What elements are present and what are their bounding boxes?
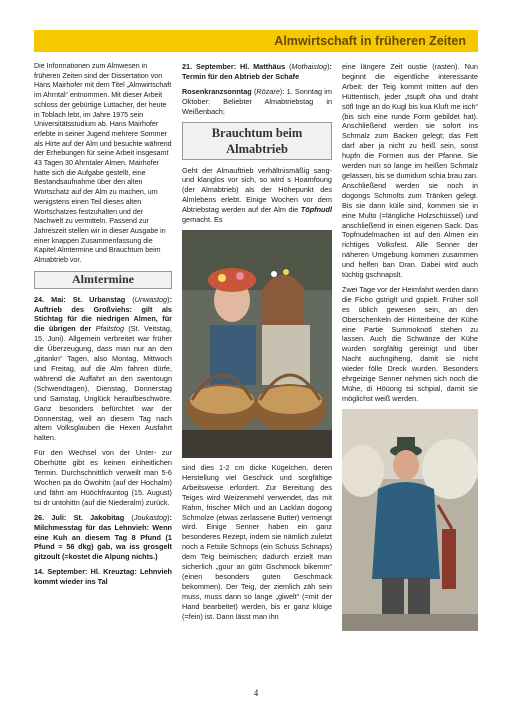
column-2 [182,62,332,626]
heading-text: Almtermine [72,271,134,286]
paragraph-oberhuette: Für den Wechsel von der Unter- zur Oberhütte gibt es keinen einheitlichen Termin. Durchschnittlich verweilt man 5-6 Wochen pa do Öwohitn (auf der Hochalm) und fährt am Hüöchfrauntog (15. August) tsi dr untohittn (auf die Niederalm) zurück. [34,448,172,507]
column-1 [34,62,172,592]
heading-almtermine [34,271,172,289]
dialect-term: Rözare [256,86,280,96]
paragraph-14-september [34,567,172,587]
date-description: : Termin für den Abtrieb der Schafe [182,62,332,81]
section-title: Almwirtschaft in früheren Zeiten [274,34,466,48]
paragraph-24-mai: 24. Mai: St. Urbanstag (Unwastog): Auftrieb des Großviehs: gilt als Stichtag für die niedrigen Almen, für die übrigen der Pfaitstog (St. Veitstag, 15. Juni). Allgemein verbreitet war früher die Überzeugung, dass man nur an den „gitankn“ Tagen, also Montag, Mittwoch und Freitag, auf die Alm fahren dürfe, während die Auffahrt an den swentougn (Schwendtagen), Dienstag, Donnerstag und Samstag, Unglück heraufbeschwöre. Ganz besonders befürchtet war der Donnerstag, weil an diesem Tag nach altem Volksglauben die Hexen Ausfahrt halten. [34,294,173,443]
dialect-term: Pfaitstog [95,324,125,334]
date-label: 24. Mai: St. Urbanstag [34,294,126,304]
page-number: 4 [253,688,259,698]
section-banner [34,30,478,52]
date-description: : Auftrieb des Großviehs: gilt als Stichtag für die niedrigen Almen, für die übrigen der [34,294,172,334]
dialect-term: Mothaistog [291,62,328,71]
children-photo-illustration [182,230,332,458]
paragraph-rosenkranz: Rosenkranzsonntag (Rözare): 1. Sonntag im Oktober: Beliebter Almabtriebstag in Weißenbach; [182,86,332,116]
date-label: 26. Juli: St. Jakobitag [34,512,125,522]
dialect-term: Unwastog [134,294,168,304]
paragraph-zubereitung: sind dies 1-2 cm dicke Kügelchen, deren Herstellung viel Geschick und sorgfältige Arbeitsweise erfordert. Zur Bereitung des Teiges wird Weizenmehl verwendet, das mit Rahm, frischer Milch und an Lacklan dogong Schmolze (etwas zerlassene Butter) vermengt wird. Einige Senner haben ein ganz besonderes Rezept, indem sie nämlich zuletzt noch a Fetsile Schnops (ein Schuss Schnaps) dem Teig beimischen; dadurch erzielt man sicherlich „gour an gütn Gschmock bikemm“ (einen besonders guten Geschmack bekommen). Der Teig, der ziemlich zäh sein muss, muss dann so lange „giwelt“ (=mit der Hand bearbeitet) werden, bis er ganz klüige (=fein) ist. Dann lässt man ihn [182,462,332,621]
paragraph-text: : Milchmesstag für das Lehnvieh: Wenn eine Kuh an diesem Tag 8 Pfund (1 Pfund = 56 dkg) gab, wa iss grosgelt gitzoult (=kostet die Alpung nichts.) [34,512,172,562]
date-label: Rosenkranzsonntag [182,86,252,96]
woman-photo-illustration [342,409,478,631]
photo-children-with-baskets [182,230,332,458]
paragraph-topfnudel: eine längere Zeit oustie (rasten). Nun beginnt die eigentliche interessante Arbeit: der Teig kommt mitten auf den Hüttentisch, jeder „tsupft oha und draht söfl Inge an do Kugl bis kua Kluft me isch“ (bis sich eine runde Form gebildet hat). Anschließend werden sie sofort ins Schmalz zum Backen gelegt; das Fett darf aber ja nicht zu heiß sein, sonst hupfn die Formen aus der Pfanne. Sie werden nun so lange im heißen Schmalz gelassen, bis se dumidum schia brau zan. Anschließend werden sie noch in dogongs Schmolts zum Tränken gelegt. Bis sie dann küile sind, kommen sie in eine Multo (=längliche Holzschüssel) und anschließend in einen eigenen Sack. Das Topfnudelmachen ist auf den Almen ein richtiges Volksfest. Alle Senner der näheren Umgebung kommen zusammen und helfen ban Dran. Dabei wird auch tüchtig gschnapslt. [342,62,478,280]
dialect-term: Joukastog [133,512,168,522]
photo-woman-with-cattle [342,409,478,631]
paragraph-text: Geht der Almauftrieb verhältnismäßig sang- und klanglos vor sich, so wird s Hoamfoung (der Almabtrieb) als der Höhepunkt des Almlebens erlebt. Einige Wochen vor dem Abtriebstag werden auf der Alm die [182,165,332,215]
heading-text: Brauchtum beim Almabtrieb [211,125,303,156]
heading-brauchtum [182,122,332,160]
date-label: 21. September: Hl. Matthäus [182,62,286,71]
paragraph-heimfahrt: Zwei Tage vor der Heimfahrt werden dann die Ficho gstriglt und gspielt. Früher soll es üblich gewesen sein, an den Oberschenkeln der Hinterbeine der Kühe eine Partie Summoknotl stehen zu lassen. Auch die Schwänze der Kühe wurden sorgfältig gereinigt und über Nacht auchngiheng, damit sie nicht wieder fölle Dreck wurden. Besonders ehrgeizige Senner nehmen sich noch die Mühe, di Höüong tsi schpial, damit sie möglichst weiß werden. [342,284,478,403]
paragraph-text: gemacht. Es [182,215,223,225]
paragraph-almabtrieb [182,166,332,225]
column-3 [342,62,478,636]
paragraph-text: : 1. Sonntag im Oktober: Beliebter Almabtriebstag in Weißenbach; [182,86,332,116]
intro-paragraph: Die Informationen zum Almwesen in früheren Zeiten sind der Dissertation von Hans Mairhofer mit dem Titel „Almwirtschaft im Ahrntal“ entnommen. Mit dieser Arbeit schloss der gebürtige Luttacher, der heute in Toblach lebt, im Jahre 1975 sein Universitätsstudium ab. Hans Mairhofer erlebte in seiner Jugend mehrere Sommer als Hirte auf der Alm und besuchte während der Erhebungen für seine Arbeit insgesamt 43 Tagen 30 Ahrntaler Almen. Mairhofer hatte sich die Aufgabe gestellt, eine Bestandsaufnahme über den alten Wortschatz auf der Alm zu machen, um wenigstens einen Teil dieses alten Wortschatzes festzuhalten und der Nachwelt zu vermitteln. Passend zur Jahreszeit stellen wir in dieser Ausgabe in einer knappen Zusammenfassung die Kapitel Almtermine und Brauchtum beim Almabtrieb vor. [34,62,172,265]
dialect-term: Töpfnudl [300,205,332,215]
paragraph-text: (St. Veitstag, 15. Juni). Allgemein verbreitet war früher die Überzeugung, dass man nur an den „gitankn“ Tagen, also Montag, Mittwoch und Freitag, auf die Alm fahren dürfe, während die Auffahrt an den swentougn (Schwendtagen), Dienstag, Donnerstag und Samstag, Unglück heraufbeschwöre. Ganz besonders befürchtet war der Donnerstag, weil an diesem Tag nach altem Volksglauben die Hexen Ausfahrt halten. [34,324,173,443]
paragraph-21-september: 21. September: Hl. Matthäus (Mothaistog): Termin für den Abtrieb der Schafe [182,62,332,81]
date-label: 14. September: Hl. Kreuztag: Lehnvieh kommt wieder ins Tal [34,567,172,587]
paragraph-26-juli: 26. Juli: St. Jakobitag (Joukastog): Milchmesstag für das Lehnvieh: Wenn eine Kuh an diesem Tag 8 Pfund (1 Pfund = 56 dkg) gab, wa iss grosgelt gitzoult (=kostet die Alpung nichts.) [34,512,172,562]
